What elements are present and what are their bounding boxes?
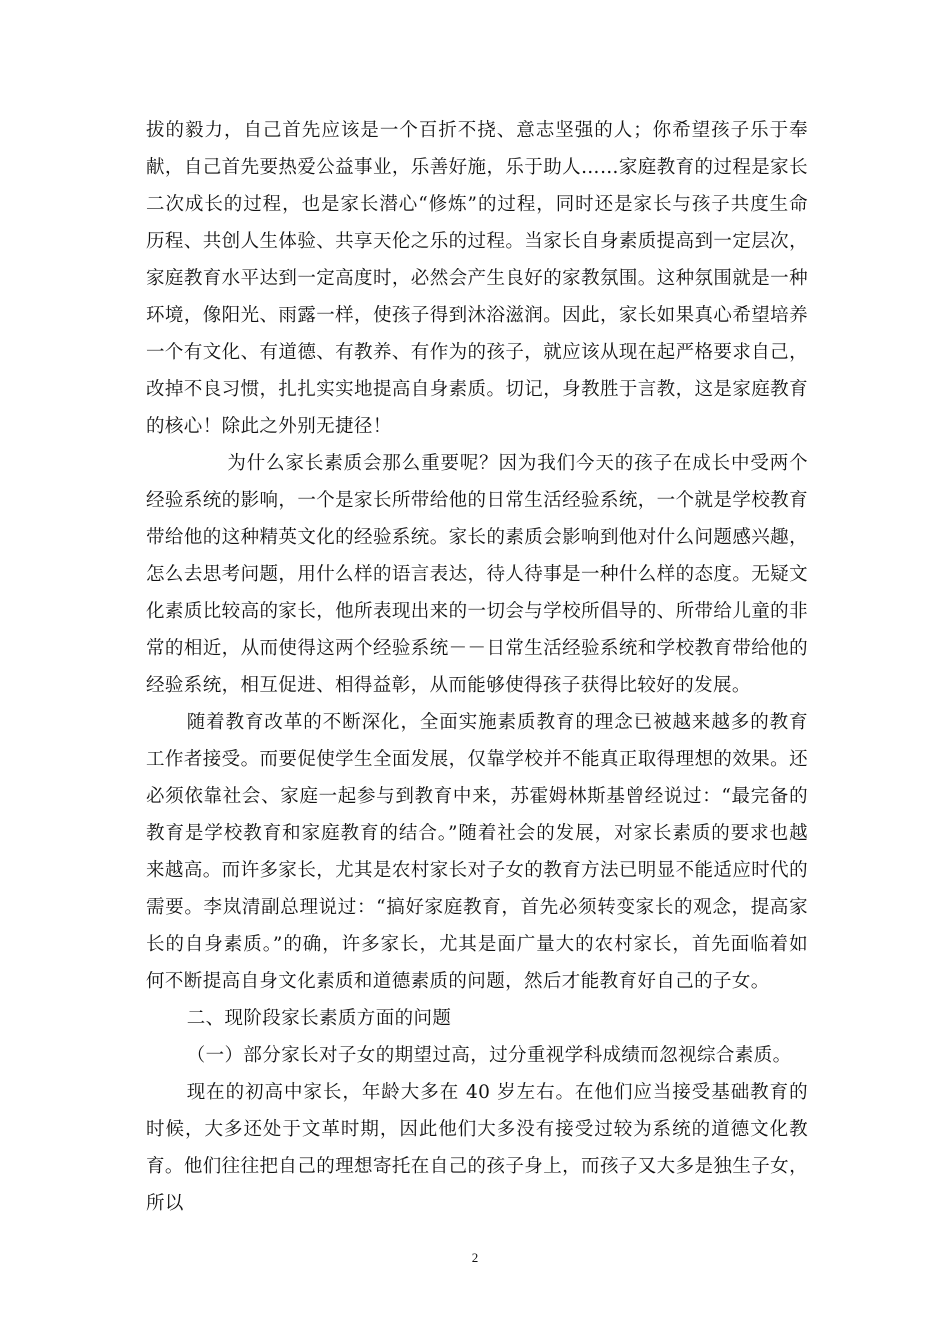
paragraph-current-parents: 现在的初高中家长，年龄大多在 40 岁左右。在他们应当接受基础教育的时候，大多还处于文革时期，因此他们大多没有接受过较为系统的道德文化教育。他们往往把自己的理想寄托在自己的孩子身上，而孩子又大多是独生子女，所以 (146, 1082, 808, 1214)
paragraph-education-reform: 随着教育改革的不断深化，全面实施素质教育的理念已被越来越多的教育工作者接受。而要促使学生全面发展，仅靠学校并不能真正取得理想的效果。还必须依靠社会、家庭一起参与到教育中来，苏霍姆林斯基曾经说过：“最完备的教育是学校教育和家庭教育的结合。”随着社会的发展，对家长素质的要求也越来越高。而许多家长，尤其是农村家长对子女的教育方法已明显不能适应时代的需要。李岚清副总理说过：“搞好家庭教育，首先必须转变家长的观念，提高家长的自身素质。”的确，许多家长，尤其是面广量大的农村家长，首先面临着如何不断提高自身文化素质和道德素质的问题，然后才能教育好自己的子女。 (146, 712, 808, 992)
document-body (146, 112, 808, 1222)
subsection-heading: （一）部分家长对子女的期望过高，过分重视学科成绩而忽视综合素质。 (186, 1045, 792, 1066)
section-heading: 二、现阶段家长素质方面的问题 (186, 1008, 452, 1029)
page-number: 2 (471, 1250, 479, 1265)
paragraph-continuation: 拔的毅力，自己首先应该是一个百折不挠、意志坚强的人；你希望孩子乐于奉献，自己首先要热爱公益事业，乐善好施，乐于助人……家庭教育的过程是家长二次成长的过程，也是家长潜心“修炼”的过程，同时还是家长与孩子共度生命历程、共创人生体验、共享天伦之乐的过程。当家长自身素质提高到一定层次，家庭教育水平达到一定高度时，必然会产生良好的家教氛围。这种氛围就是一种环境，像阳光、雨露一样，使孩子得到沐浴滋润。因此，家长如果真心希望培养一个有文化、有道德、有教养、有作为的孩子，就应该从现在起严格要求自己，改掉不良习惯，扎扎实实地提高自身素质。切记，身教胜于言教，这是家庭教育的核心！除此之外别无捷径！ (146, 120, 808, 437)
paragraph-parent-quality-importance: 为什么家长素质会那么重要呢？因为我们今天的孩子在成长中受两个经验系统的影响，一个是家长所带给他的日常生活经验系统，一个就是学校教育带给他的这种精英文化的经验系统。家长的素质会影响到他对什么问题感兴趣，怎么去思考问题，用什么样的语言表达，待人待事是一种什么样的态度。无疑文化素质比较高的家长，他所表现出来的一切会与学校所倡导的、所带给儿童的非常的相近，从而使得这两个经验系统－－日常生活经验系统和学校教育带给他的经验系统，相互促进、相得益彰，从而能够使得孩子获得比较好的发展。 (146, 453, 808, 696)
